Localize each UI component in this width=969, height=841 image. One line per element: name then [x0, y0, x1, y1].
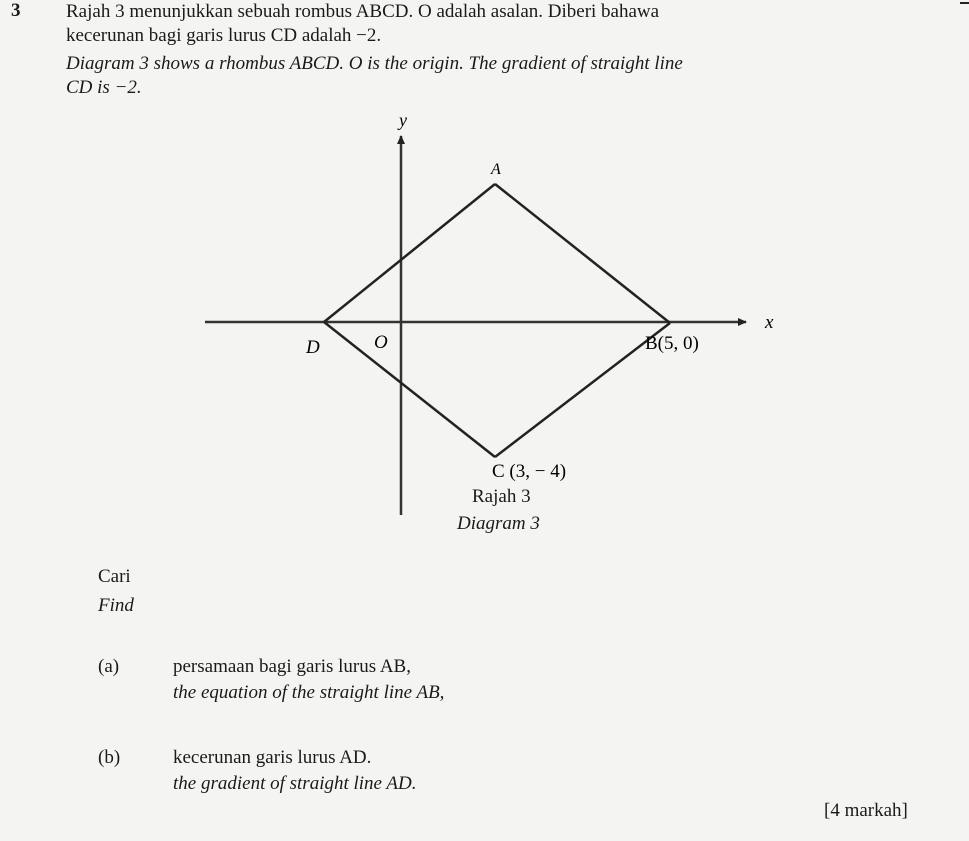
point-d-label: D [306, 337, 320, 358]
point-c-label: C (3, − 4) [492, 461, 567, 482]
side-ab [495, 184, 670, 323]
part-b-english: the gradient of straight line AD. [173, 773, 417, 794]
point-a-label: A [491, 161, 501, 178]
part-a-english: the equation of the straight line AB, [173, 682, 445, 703]
instruction-malay: Cari [98, 566, 131, 587]
malay-intro-line-1: Rajah 3 menunjukkan sebuah rombus ABCD. O adalah asalan. Diberi bahawa [66, 1, 660, 22]
x-axis-label: x [765, 312, 774, 333]
diagram-caption-english: Diagram 3 [457, 513, 540, 534]
part-b-label: (b) [98, 747, 121, 768]
part-b-malay: kecerunan garis lurus AD. [173, 747, 372, 768]
side-bc [495, 323, 670, 457]
point-b-label: B(5, 0) [645, 333, 699, 354]
english-intro-line-2: CD is −2. [66, 77, 142, 98]
origin-label: O [374, 332, 388, 353]
side-da [324, 184, 495, 322]
malay-intro-line-2: kecerunan bagi garis lurus CD adalah −2. [66, 25, 382, 46]
english-intro-line-1: Diagram 3 shows a rhombus ABCD. O is the origin. The gradient of straight line [66, 53, 683, 74]
part-a-label: (a) [98, 656, 120, 677]
question-number: 3 [11, 0, 21, 21]
instruction-english: Find [98, 595, 134, 616]
side-cd [324, 322, 495, 457]
diagram-caption-malay: Rajah 3 [472, 486, 531, 507]
part-a-malay: persamaan bagi garis lurus AB, [173, 656, 411, 677]
y-axis-label: y [399, 110, 407, 130]
marks-label: [4 markah] [824, 800, 908, 821]
